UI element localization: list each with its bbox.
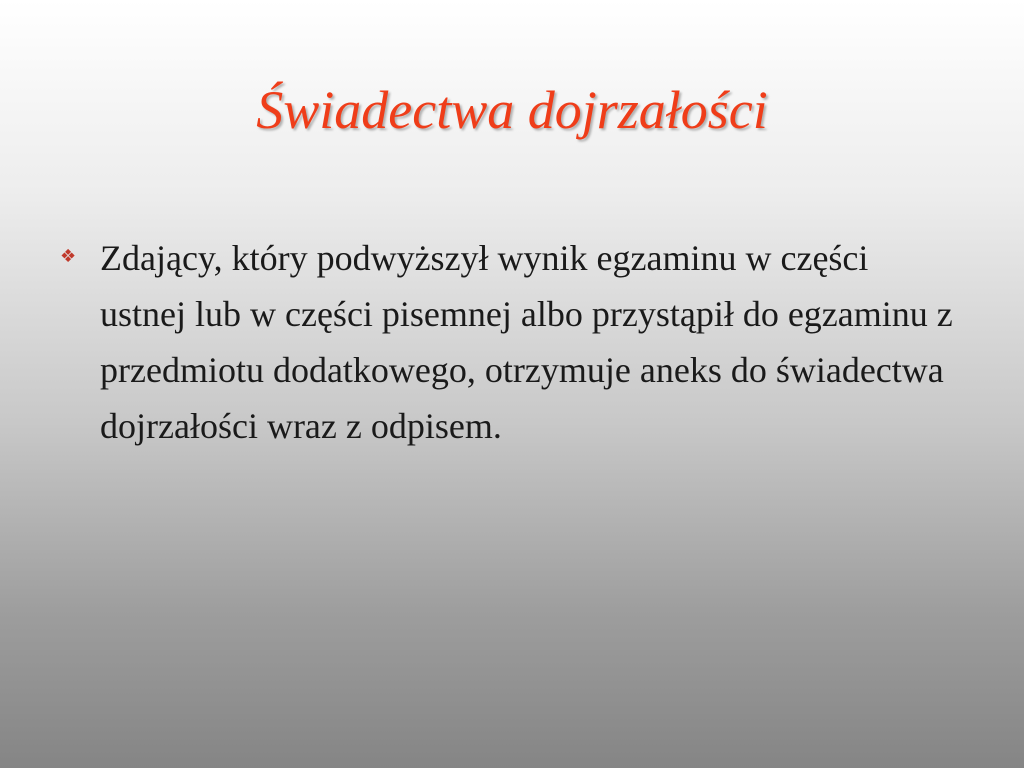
list-item — [60, 230, 960, 454]
diamond-bullet-icon: ❖ — [60, 246, 77, 267]
bullet-text: Zdający, który podwyższył wynik egzaminu w części ustnej lub w części pisemnej albo przystąpił do egzaminu z przedmiotu dodatkowego, otrzymuje aneks do świadectwa dojrzałości wraz z odpisem. — [100, 238, 953, 446]
bullet-list — [60, 230, 960, 454]
slide-title: Świadectwa dojrzałości — [256, 80, 768, 140]
